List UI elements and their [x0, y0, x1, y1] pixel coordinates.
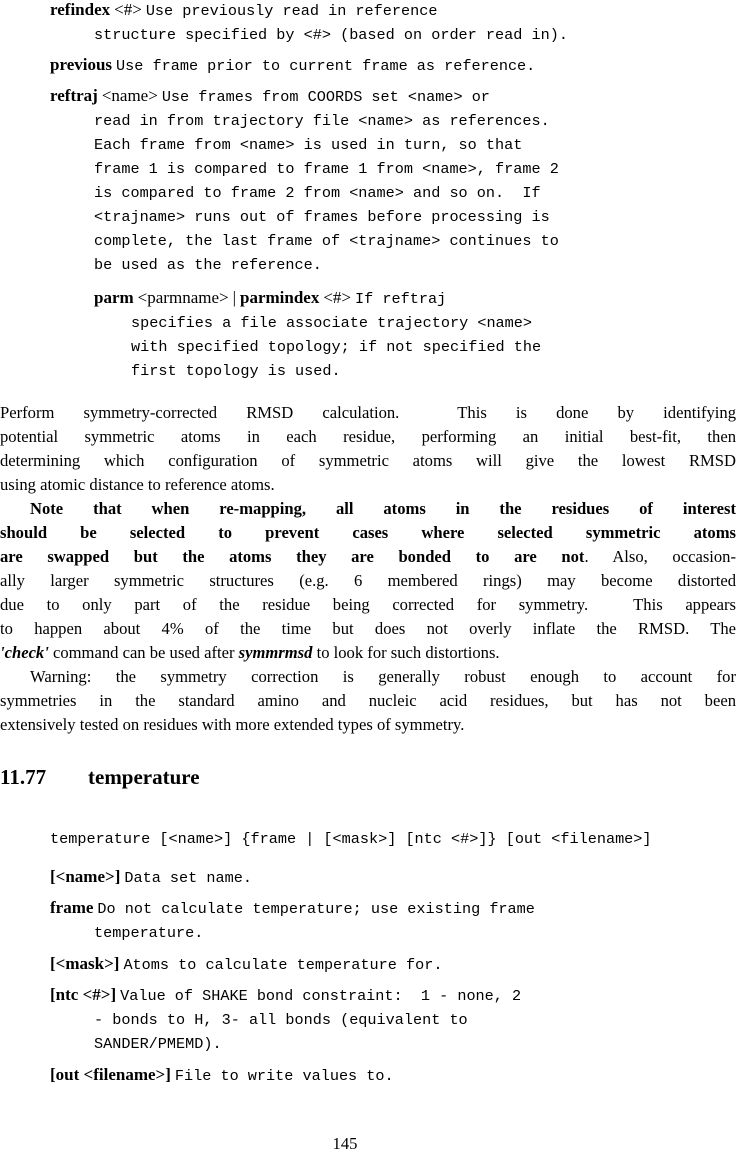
paragraph-line — [0, 521, 736, 545]
option-term: [<mask>] — [50, 954, 120, 973]
option-desc-line: Each frame from <name> is used in turn, so that — [94, 136, 523, 154]
symmrmsd-command: symmrmsd — [238, 643, 313, 662]
option-desc-line: Value of SHAKE bond constraint: 1 - none, 2 — [120, 987, 522, 1005]
option-desc-line: read in from trajectory file <name> as references. — [94, 112, 550, 130]
option-desc-line: is compared to frame 2 from <name> and so on. If — [94, 184, 541, 202]
option-term: parm — [94, 288, 134, 307]
note-bold: are swapped but the atoms they are bonded to are not — [0, 547, 585, 566]
paragraph-symmetry — [0, 401, 736, 497]
paragraph-line — [0, 545, 736, 569]
option-ntc — [50, 983, 730, 1056]
option-out — [50, 1063, 730, 1088]
paragraph-line: to happen about 4% of the time but does not overly inflate the RMSD. The — [0, 619, 736, 638]
option-desc-line: Use frames from COORDS set <name> or — [161, 88, 490, 106]
option-desc-line: Use previously read in reference — [145, 2, 438, 20]
option-term: parmindex — [240, 288, 320, 307]
option-frame — [50, 896, 730, 945]
paragraph-line: symmetries in the standard amino and nucleic acid residues, but has not been — [0, 691, 736, 710]
option-desc-line: complete, the last frame of <trajname> continues to — [94, 232, 559, 250]
section-number: 11.77 — [0, 765, 47, 789]
option-name — [50, 865, 730, 890]
note-bold: should be selected to prevent cases where selected symmetric atoms — [0, 523, 736, 542]
paragraph-line: Perform symmetry-corrected RMSD calculation. This is done by identifying — [0, 403, 736, 422]
note-bold: Note that when re-mapping, all atoms in the residues of interest — [30, 499, 736, 518]
option-desc-line: SANDER/PMEMD). — [94, 1035, 222, 1053]
page-number: 145 — [332, 1134, 358, 1153]
option-previous — [50, 53, 730, 78]
option-desc-line: Data set name. — [124, 869, 252, 887]
paragraph-line — [0, 641, 736, 665]
option-symbol: <parmname> — [137, 288, 229, 307]
paragraph-line: extensively tested on residues with more extended types of symmetry. — [0, 715, 465, 734]
option-desc-line: with specified topology; if not specified the — [131, 338, 542, 356]
option-symbol: <#> — [114, 0, 142, 19]
option-mask — [50, 952, 730, 977]
section-heading — [0, 765, 200, 790]
note-continuation: . Also, occasion- — [584, 547, 736, 566]
option-desc-line: first topology is used. — [131, 362, 341, 380]
option-desc-line: be used as the reference. — [94, 256, 322, 274]
option-desc-line: <trajname> runs out of frames before processing is — [94, 208, 550, 226]
option-term: [out <filename>] — [50, 1065, 171, 1084]
option-term: [<name>] — [50, 867, 121, 886]
option-term: reftraj — [50, 86, 98, 105]
option-desc-line: Atoms to calculate temperature for. — [123, 956, 443, 974]
usage-line: temperature [<name>] {frame | [<mask>] [ntc <#>]} [out <filename>] — [50, 830, 652, 848]
paragraph-line: potential symmetric atoms in each residue, performing an initial best-fit, then — [0, 427, 736, 446]
paragraph-line: due to only part of the residue being corrected for symmetry. This appears — [0, 595, 736, 614]
paragraph-line: determining which configuration of symmetric atoms will give the lowest RMSD — [0, 451, 736, 470]
paragraph-line: using atomic distance to reference atoms. — [0, 475, 275, 494]
paragraph-warning — [0, 665, 736, 737]
option-desc-line: - bonds to H, 3- all bonds (equivalent to — [94, 1011, 468, 1029]
option-term: [ntc <#>] — [50, 985, 117, 1004]
option-desc-line: Do not calculate temperature; use existing frame — [97, 900, 535, 918]
option-desc-line: specifies a file associate trajectory <name> — [131, 314, 533, 332]
option-desc-line: temperature. — [94, 924, 204, 942]
paragraph-note — [0, 497, 736, 665]
section-title: temperature — [88, 765, 200, 789]
paragraph-line: Warning: the symmetry correction is generally robust enough to account for — [30, 667, 736, 686]
option-desc-line: frame 1 is compared to frame 1 from <name>, frame 2 — [94, 160, 559, 178]
option-desc-line: If reftraj — [355, 290, 447, 308]
option-term: frame — [50, 898, 94, 917]
option-desc-line: File to write values to. — [174, 1067, 394, 1085]
option-symbol: <#> — [323, 288, 352, 307]
check-command: 'check' — [0, 643, 49, 662]
option-term: previous — [50, 55, 113, 74]
option-desc-line: structure specified by <#> (based on order read in). — [94, 26, 568, 44]
option-term: refindex — [50, 0, 111, 19]
option-symbol: <name> — [101, 86, 158, 105]
paragraph-line — [0, 497, 736, 521]
option-reftraj — [50, 84, 730, 277]
option-refindex — [50, 0, 730, 47]
suboption-parm — [94, 286, 724, 383]
option-desc-line: Use frame prior to current frame as reference. — [116, 57, 536, 75]
paragraph-text: to look for such distortions. — [312, 643, 500, 662]
option-separator: | — [232, 288, 236, 307]
paragraph-text: command can be used after — [48, 643, 239, 662]
paragraph-line: ally larger symmetric structures (e.g. 6 membered rings) may become distorted — [0, 571, 736, 590]
